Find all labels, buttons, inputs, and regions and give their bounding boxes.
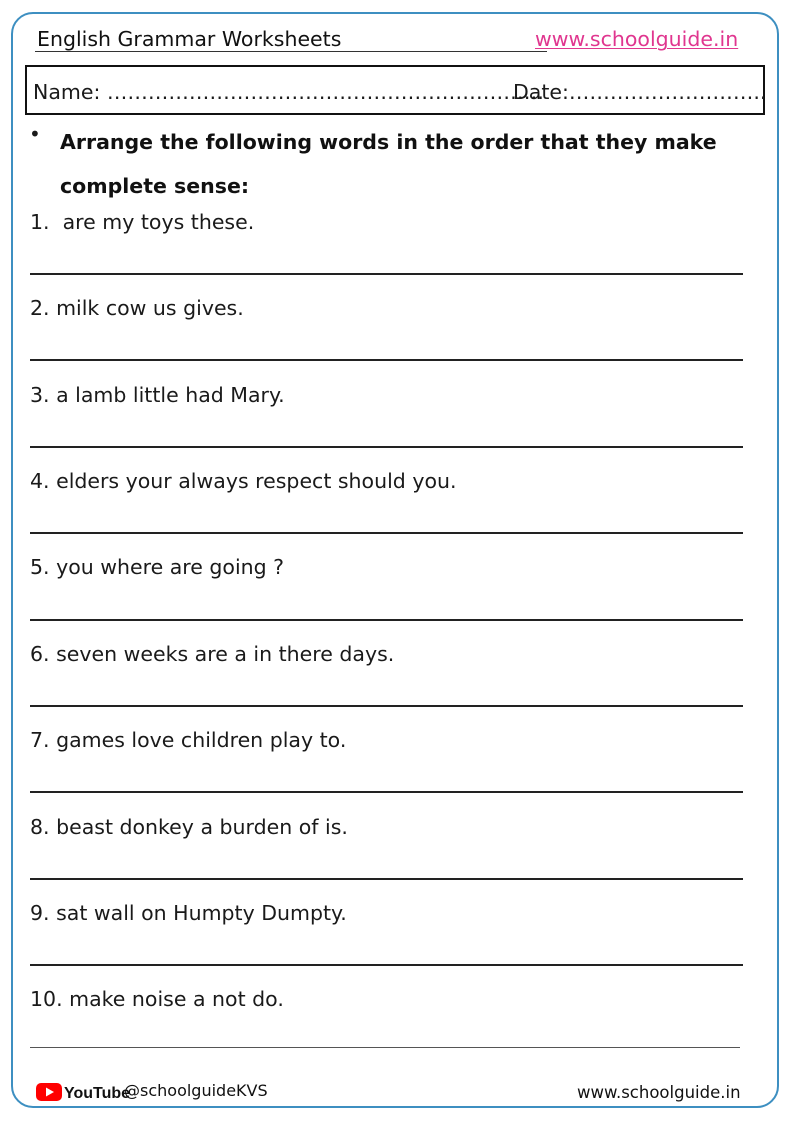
youtube-handle[interactable]: @schoolguideKVS xyxy=(124,1081,268,1100)
answer-line-7[interactable] xyxy=(30,791,743,793)
question-3: 3. a lamb little had Mary. xyxy=(30,383,285,407)
answer-line-5[interactable] xyxy=(30,619,743,621)
instruction-bullet: • xyxy=(29,122,41,146)
question-5: 5. you where are going ? xyxy=(30,555,285,579)
question-9: 9. sat wall on Humpty Dumpty. xyxy=(30,901,347,925)
name-field[interactable]: Name: ………………………………………………………. xyxy=(33,80,544,104)
question-2: 2. milk cow us gives. xyxy=(30,296,244,320)
answer-line-8[interactable] xyxy=(30,878,743,880)
answer-line-3[interactable] xyxy=(30,446,743,448)
question-7: 7. games love children play to. xyxy=(30,728,347,752)
footer-website[interactable]: www.schoolguide.in xyxy=(577,1083,741,1102)
answer-line-4[interactable] xyxy=(30,532,743,534)
date-field[interactable]: Date:……………………….. xyxy=(513,80,767,104)
youtube-wordmark: YouTube xyxy=(64,1085,131,1102)
answer-line-9[interactable] xyxy=(30,964,743,966)
answer-line-1[interactable] xyxy=(30,273,743,275)
title-underline xyxy=(35,51,547,52)
youtube-logo[interactable] xyxy=(36,1081,131,1103)
worksheet-title: English Grammar Worksheets xyxy=(37,27,342,51)
header-website-link[interactable]: www.schoolguide.in xyxy=(535,27,739,51)
question-4: 4. elders your always respect should you. xyxy=(30,469,457,493)
question-10: 10. make noise a not do. xyxy=(30,987,284,1011)
answer-line-10[interactable] xyxy=(30,1047,740,1048)
question-1: 1. are my toys these. xyxy=(30,210,255,234)
question-8: 8. beast donkey a burden of is. xyxy=(30,815,348,839)
answer-line-6[interactable] xyxy=(30,705,743,707)
question-6: 6. seven weeks are a in there days. xyxy=(30,642,395,666)
answer-line-2[interactable] xyxy=(30,359,743,361)
instruction-text: Arrange the following words in the order that they make complete sense: xyxy=(60,130,717,198)
